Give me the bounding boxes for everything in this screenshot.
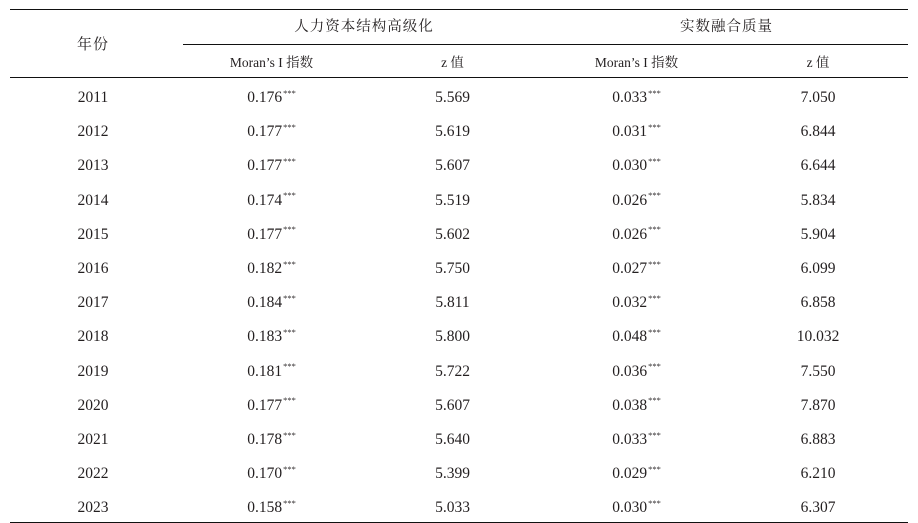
significance-marker: *** bbox=[283, 361, 296, 372]
table-body bbox=[10, 78, 908, 523]
value-text: 5.607 bbox=[435, 157, 470, 175]
year-cell bbox=[10, 249, 183, 283]
significance-marker: *** bbox=[283, 156, 296, 166]
fusion-quality-moran-cell bbox=[545, 146, 728, 180]
fusion-quality-moran-cell bbox=[545, 112, 728, 146]
fusion-quality-moran-cell bbox=[545, 215, 728, 249]
year-cell bbox=[10, 112, 183, 146]
fusion-quality-moran-header: Moran’s I 指数 bbox=[545, 45, 728, 78]
fusion-quality-moran-cell bbox=[545, 181, 728, 215]
table-row bbox=[10, 78, 908, 113]
value-text: 0.174 bbox=[247, 191, 283, 209]
value-text: 5.722 bbox=[435, 362, 470, 380]
year-cell bbox=[10, 352, 183, 386]
human-capital-moran-cell bbox=[183, 420, 360, 454]
human-capital-moran-cell bbox=[183, 249, 360, 283]
human-capital-z-cell bbox=[360, 112, 545, 146]
significance-marker: *** bbox=[648, 224, 661, 235]
value-text: 0.027 bbox=[612, 259, 648, 277]
human-capital-moran-cell bbox=[183, 78, 360, 113]
human-capital-z-cell bbox=[360, 146, 545, 180]
value-text: 7.550 bbox=[800, 362, 836, 380]
human-capital-z-cell bbox=[360, 317, 545, 351]
fusion-quality-z-header: z 值 bbox=[728, 45, 908, 78]
year-text: 2023 bbox=[77, 499, 109, 517]
human-capital-moran-cell bbox=[183, 454, 360, 488]
human-capital-moran-cell bbox=[183, 386, 360, 420]
value-text: 7.050 bbox=[800, 89, 836, 106]
significance-marker: *** bbox=[283, 395, 296, 406]
year-cell bbox=[10, 488, 183, 523]
significance-marker: *** bbox=[648, 326, 661, 337]
value-text: 5.033 bbox=[435, 499, 470, 517]
fusion-quality-z-cell bbox=[728, 78, 908, 113]
significance-marker: *** bbox=[283, 258, 296, 269]
group-header-fusion-quality: 实数融合质量 bbox=[545, 10, 908, 45]
significance-marker: *** bbox=[283, 463, 296, 474]
value-text: 0.182 bbox=[247, 259, 283, 277]
table-row bbox=[10, 249, 908, 283]
significance-marker: *** bbox=[648, 87, 661, 98]
human-capital-moran-cell bbox=[183, 488, 360, 523]
year-text: 2017 bbox=[77, 294, 109, 312]
value-text: 5.800 bbox=[435, 328, 470, 346]
significance-marker: *** bbox=[648, 156, 661, 166]
significance-marker: *** bbox=[283, 87, 296, 98]
fusion-quality-z-cell bbox=[728, 317, 908, 351]
significance-marker: *** bbox=[283, 224, 296, 235]
fusion-quality-z-cell bbox=[728, 352, 908, 386]
value-text: 5.619 bbox=[435, 123, 470, 141]
value-text: 6.844 bbox=[800, 123, 836, 141]
value-text: 0.030 bbox=[612, 499, 648, 517]
human-capital-moran-cell bbox=[183, 215, 360, 249]
human-capital-z-cell bbox=[360, 249, 545, 283]
value-text: 0.158 bbox=[247, 499, 283, 517]
fusion-quality-z-cell bbox=[728, 215, 908, 249]
value-text: 6.210 bbox=[800, 465, 836, 483]
human-capital-moran-cell bbox=[183, 146, 360, 180]
table-row bbox=[10, 215, 908, 249]
value-text: 0.026 bbox=[612, 225, 648, 243]
year-cell bbox=[10, 146, 183, 180]
human-capital-moran-cell bbox=[183, 352, 360, 386]
significance-marker: *** bbox=[648, 190, 661, 201]
year-text: 2022 bbox=[77, 465, 109, 483]
year-text: 2019 bbox=[77, 362, 109, 380]
fusion-quality-moran-cell bbox=[545, 352, 728, 386]
significance-marker: *** bbox=[648, 361, 661, 372]
value-text: 0.029 bbox=[612, 465, 648, 483]
table-row bbox=[10, 386, 908, 420]
value-text: 10.032 bbox=[796, 328, 840, 346]
value-text: 0.030 bbox=[612, 157, 648, 175]
year-text: 2013 bbox=[77, 157, 109, 175]
year-text: 2012 bbox=[77, 123, 109, 141]
value-text: 0.033 bbox=[612, 89, 648, 106]
value-text: 5.519 bbox=[435, 191, 470, 209]
year-text: 2018 bbox=[77, 328, 109, 346]
value-text: 5.904 bbox=[800, 225, 836, 243]
table-row bbox=[10, 317, 908, 351]
human-capital-moran-cell bbox=[183, 283, 360, 317]
value-text: 7.870 bbox=[800, 396, 836, 414]
human-capital-moran-cell bbox=[183, 112, 360, 146]
significance-marker: *** bbox=[283, 497, 296, 508]
human-capital-z-cell bbox=[360, 215, 545, 249]
value-text: 0.038 bbox=[612, 396, 648, 414]
year-cell bbox=[10, 215, 183, 249]
significance-marker: *** bbox=[283, 292, 296, 303]
value-text: 0.184 bbox=[247, 294, 283, 312]
significance-marker: *** bbox=[648, 258, 661, 269]
value-text: 6.307 bbox=[800, 499, 836, 517]
value-text: 5.607 bbox=[435, 396, 470, 414]
year-header: 年份 bbox=[10, 10, 183, 78]
human-capital-z-cell bbox=[360, 386, 545, 420]
value-text: 0.026 bbox=[612, 191, 648, 209]
fusion-quality-z-cell bbox=[728, 249, 908, 283]
fusion-quality-moran-cell bbox=[545, 420, 728, 454]
human-capital-z-cell bbox=[360, 454, 545, 488]
year-cell bbox=[10, 420, 183, 454]
fusion-quality-z-cell bbox=[728, 454, 908, 488]
table-row bbox=[10, 146, 908, 180]
fusion-quality-moran-cell bbox=[545, 78, 728, 113]
significance-marker: *** bbox=[648, 463, 661, 474]
year-text: 2020 bbox=[77, 396, 109, 414]
table-row bbox=[10, 112, 908, 146]
fusion-quality-moran-cell bbox=[545, 454, 728, 488]
year-cell bbox=[10, 283, 183, 317]
value-text: 0.177 bbox=[247, 225, 283, 243]
significance-marker: *** bbox=[648, 395, 661, 406]
significance-marker: *** bbox=[283, 121, 296, 132]
fusion-quality-z-cell bbox=[728, 386, 908, 420]
value-text: 0.177 bbox=[247, 157, 283, 175]
value-text: 5.834 bbox=[800, 191, 836, 209]
significance-marker: *** bbox=[283, 190, 296, 201]
value-text: 0.177 bbox=[247, 396, 283, 414]
year-text: 2015 bbox=[77, 225, 109, 243]
fusion-quality-z-cell bbox=[728, 181, 908, 215]
table-row bbox=[10, 488, 908, 523]
value-text: 6.099 bbox=[800, 259, 836, 277]
year-cell bbox=[10, 317, 183, 351]
human-capital-moran-header: Moran’s I 指数 bbox=[183, 45, 360, 78]
significance-marker: *** bbox=[648, 292, 661, 303]
year-cell bbox=[10, 78, 183, 113]
year-text: 2021 bbox=[77, 430, 109, 448]
table-header bbox=[10, 10, 908, 78]
fusion-quality-moran-cell bbox=[545, 488, 728, 523]
year-cell bbox=[10, 181, 183, 215]
header-row-groups bbox=[10, 10, 908, 45]
human-capital-z-cell bbox=[360, 78, 545, 113]
value-text: 5.750 bbox=[435, 259, 470, 277]
human-capital-z-cell bbox=[360, 420, 545, 454]
year-text: 2014 bbox=[77, 191, 109, 209]
value-text: 0.176 bbox=[247, 89, 283, 106]
value-text: 5.811 bbox=[435, 294, 470, 312]
year-cell bbox=[10, 454, 183, 488]
human-capital-z-header: z 值 bbox=[360, 45, 545, 78]
fusion-quality-z-cell bbox=[728, 488, 908, 523]
moran-index-table bbox=[10, 9, 908, 523]
significance-marker: *** bbox=[648, 429, 661, 440]
table-row bbox=[10, 283, 908, 317]
human-capital-z-cell bbox=[360, 488, 545, 523]
fusion-quality-moran-cell bbox=[545, 386, 728, 420]
human-capital-moran-cell bbox=[183, 317, 360, 351]
table-row bbox=[10, 352, 908, 386]
table-row bbox=[10, 181, 908, 215]
fusion-quality-z-cell bbox=[728, 146, 908, 180]
value-text: 6.883 bbox=[800, 430, 836, 448]
value-text: 5.399 bbox=[435, 465, 470, 483]
significance-marker: *** bbox=[648, 497, 661, 508]
year-text: 2016 bbox=[77, 259, 109, 277]
fusion-quality-z-cell bbox=[728, 112, 908, 146]
value-text: 0.177 bbox=[247, 123, 283, 141]
value-text: 5.569 bbox=[435, 89, 470, 106]
value-text: 0.031 bbox=[612, 123, 648, 141]
value-text: 6.858 bbox=[800, 294, 836, 312]
human-capital-z-cell bbox=[360, 283, 545, 317]
value-text: 5.640 bbox=[435, 430, 470, 448]
value-text: 0.178 bbox=[247, 430, 283, 448]
value-text: 0.183 bbox=[247, 328, 283, 346]
value-text: 0.181 bbox=[247, 362, 283, 380]
table-row bbox=[10, 420, 908, 454]
fusion-quality-moran-cell bbox=[545, 317, 728, 351]
fusion-quality-z-cell bbox=[728, 420, 908, 454]
year-text: 2011 bbox=[77, 89, 109, 106]
group-header-human-capital: 人力资本结构高级化 bbox=[183, 10, 545, 45]
human-capital-z-cell bbox=[360, 352, 545, 386]
fusion-quality-moran-cell bbox=[545, 283, 728, 317]
significance-marker: *** bbox=[648, 121, 661, 132]
significance-marker: *** bbox=[283, 429, 296, 440]
value-text: 0.033 bbox=[612, 430, 648, 448]
value-text: 5.602 bbox=[435, 225, 470, 243]
fusion-quality-z-cell bbox=[728, 283, 908, 317]
value-text: 0.048 bbox=[612, 328, 648, 346]
fusion-quality-moran-cell bbox=[545, 249, 728, 283]
human-capital-moran-cell bbox=[183, 181, 360, 215]
year-cell bbox=[10, 386, 183, 420]
value-text: 0.032 bbox=[612, 294, 648, 312]
value-text: 0.170 bbox=[247, 465, 283, 483]
human-capital-z-cell bbox=[360, 181, 545, 215]
table-row bbox=[10, 454, 908, 488]
significance-marker: *** bbox=[283, 326, 296, 337]
value-text: 0.036 bbox=[612, 362, 648, 380]
value-text: 6.644 bbox=[800, 157, 836, 175]
